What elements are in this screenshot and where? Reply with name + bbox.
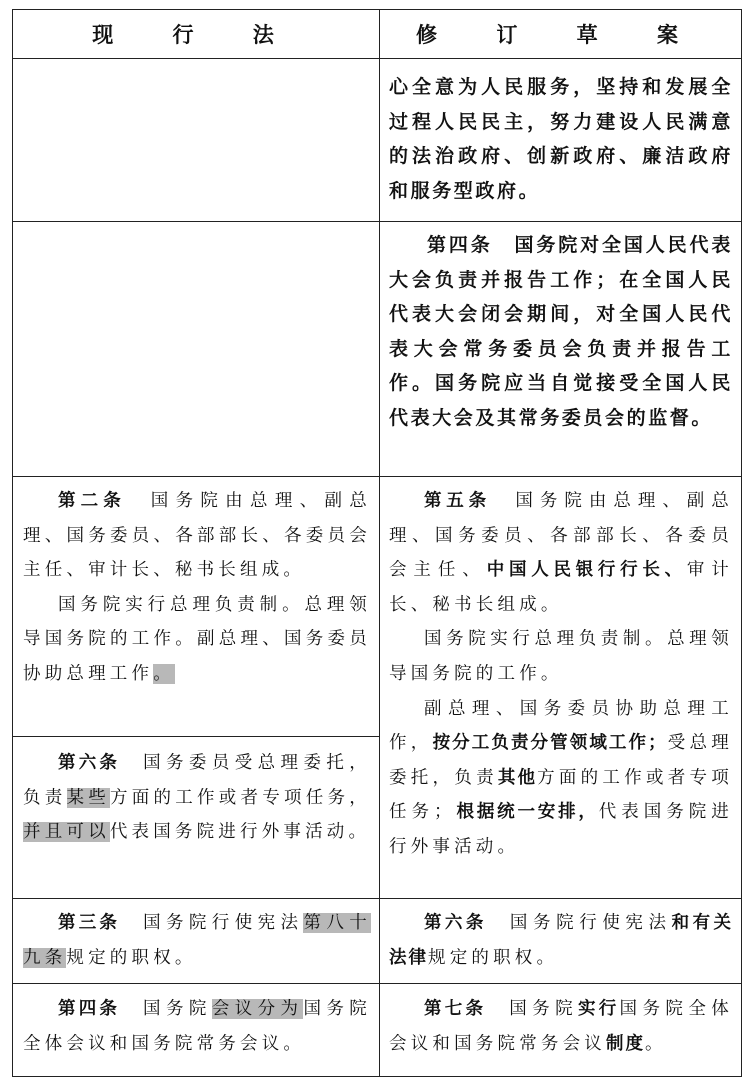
row2-right-cell <box>379 228 741 436</box>
article-6-label: 第六条 <box>58 753 121 773</box>
row5-right-cell <box>379 992 741 1061</box>
row-divider <box>13 58 741 59</box>
header-revision-draft: 修 订 草 案 <box>416 23 704 47</box>
row3-left-cell-article-6 <box>13 746 379 850</box>
article-4-label: 第四条 <box>58 999 121 1019</box>
row-divider <box>13 221 741 222</box>
article-4-draft-label: 第四条 <box>427 234 493 256</box>
comparison-table <box>12 9 742 1077</box>
article-3-current: 第三条 国务院行使宪法第八十九条规定的职权。 <box>23 913 371 968</box>
article-4-current: 第四条 国务院会议分为国务院全体会议和国务院常务会议。 <box>23 999 371 1054</box>
row5-left-cell <box>13 992 379 1061</box>
article-5-draft-p1: 第五条 国务院由总理、副总理、国务委员、各部部长、各委员会主任、中国人民银行行长、审计长、秘书长组成。 <box>389 491 733 615</box>
article-4-draft: 第四条 国务院对全国人民代表大会负责并报告工作；在全国人民代表大会闭会期间，对全国人民代表大会常务委员会负责并报告工作。国务院应当自觉接受全国人民代表大会及其常务委员会的监督。 <box>389 234 733 429</box>
row1-right-text: 心全意为人民服务，坚持和发展全过程人民民主，努力建设人民满意的法治政府、创新政府、廉洁政府和服务型政府。 <box>389 76 733 202</box>
article-5-draft-p2: 国务院实行总理负责制。总理领导国务院的工作。 <box>389 629 733 684</box>
article-5-draft-p3: 副总理、国务委员协助总理工作，按分工负责分管领域工作；受总理委托，负责其他方面的工作或者专项任务；根据统一安排，代表国务院进行外事活动。 <box>389 698 734 857</box>
row-divider <box>13 476 741 477</box>
row4-left-cell <box>13 906 379 975</box>
row3-left-cell-article-2 <box>13 484 379 692</box>
article-6-current: 第六条 国务委员受总理委托，负责某些方面的工作或者专项任务，并且可以代表国务院进行外事活动。 <box>23 753 372 843</box>
row4-right-cell <box>379 906 741 975</box>
row3-right-cell-article-5 <box>379 484 741 865</box>
article-3-label: 第三条 <box>58 913 121 933</box>
article-2-label: 第二条 <box>58 491 126 511</box>
row-divider <box>13 736 379 737</box>
row1-right-cell <box>379 70 741 208</box>
article-5-label: 第五条 <box>424 491 491 511</box>
article-6-draft: 第六条 国务院行使宪法和有关法律规定的职权。 <box>389 913 734 968</box>
article-2-current-p1: 第二条 国务院由总理、副总理、国务委员、各部部长、各委员会主任、审计长、秘书长组成。 <box>23 491 371 581</box>
article-6-draft-label: 第六条 <box>424 913 487 933</box>
row-divider <box>13 983 741 984</box>
article-7-draft: 第七条 国务院实行国务院全体会议和国务院常务会议制度。 <box>389 999 734 1054</box>
article-2-current-p2: 国务院实行总理负责制。总理领导国务院的工作。副总理、国务委员协助总理工作。 <box>23 594 371 684</box>
row-divider <box>13 898 741 899</box>
header-current-law: 现 行 法 <box>92 23 300 47</box>
article-7-label: 第七条 <box>424 999 487 1019</box>
